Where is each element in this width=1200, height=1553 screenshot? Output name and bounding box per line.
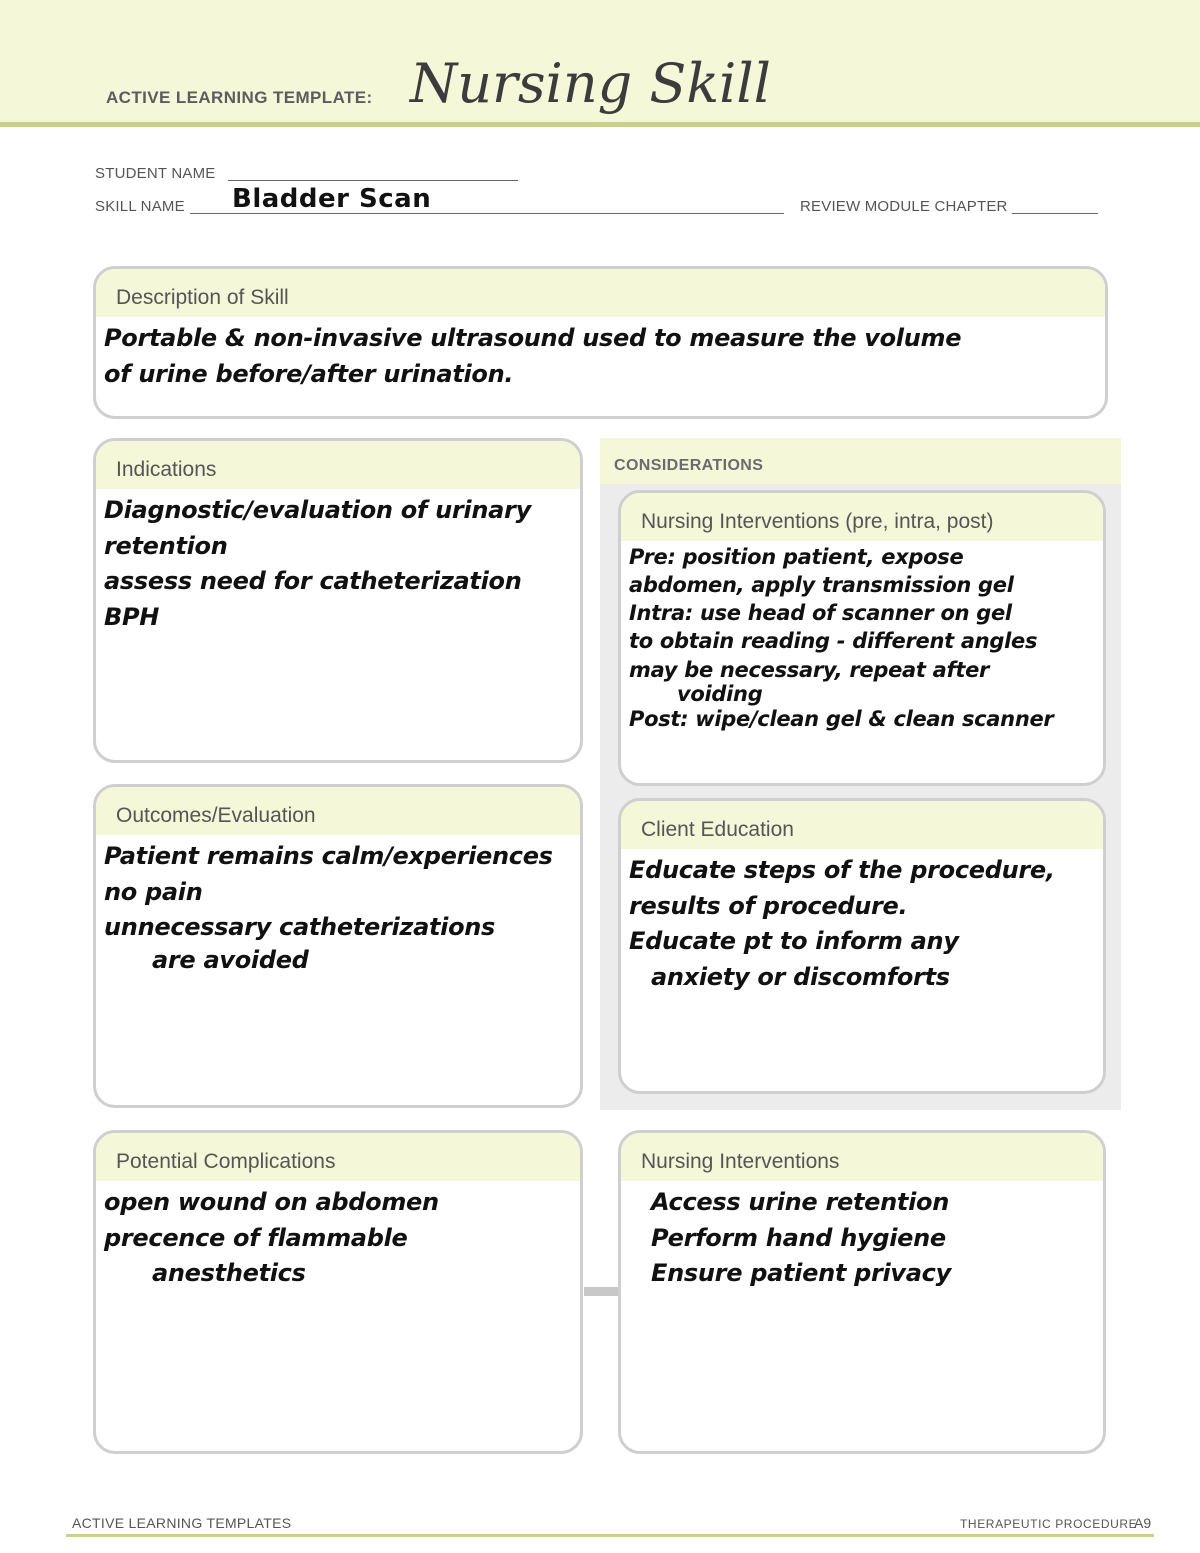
indications-text[interactable] (96, 489, 580, 635)
box-connector (584, 1287, 620, 1296)
client-education-heading: Client Education (621, 801, 1103, 849)
client-education-line: results of procedure. (629, 891, 908, 920)
indications-box (93, 438, 583, 763)
footer-right-label: THERAPEUTIC PROCEDURE (960, 1517, 1138, 1531)
nursing-interventions-box (618, 1130, 1106, 1454)
pre-intra-post-text[interactable] (621, 541, 1103, 733)
outcomes-line: Patient remains calm/experiences (104, 842, 553, 870)
skill-name-value[interactable]: Bladder Scan (232, 184, 432, 214)
pre-intra-post-line: may be necessary, repeat after (629, 657, 990, 682)
pre-intra-post-line: Intra: use head of scanner on gel (629, 601, 1012, 626)
indications-line: BPH (104, 602, 160, 631)
complications-box (93, 1130, 583, 1454)
client-education-box (618, 798, 1106, 1094)
review-module-label: REVIEW MODULE CHAPTER (800, 198, 1008, 215)
complications-heading: Potential Complications (96, 1133, 580, 1181)
review-module-line (1012, 213, 1098, 214)
nursing-interventions-line: Perform hand hygiene (651, 1223, 946, 1252)
skill-name-label: SKILL NAME (95, 198, 185, 215)
footer-rule (66, 1534, 1154, 1537)
template-label: ACTIVE LEARNING TEMPLATE: (106, 88, 373, 107)
considerations-label: CONSIDERATIONS (614, 457, 764, 474)
description-box (93, 266, 1108, 419)
description-line: of urine before/after urination. (104, 359, 514, 388)
student-name-line (228, 180, 518, 181)
nursing-interventions-heading: Nursing Interventions (621, 1133, 1103, 1181)
pre-intra-post-line: to obtain reading - different angles (629, 629, 1038, 654)
description-line: Portable & non-invasive ultrasound used to measure the volume (104, 324, 962, 352)
client-education-text[interactable] (621, 849, 1103, 995)
outcomes-line: no pain (104, 877, 203, 906)
template-title: Nursing Skill (410, 52, 771, 115)
nursing-interventions-text[interactable] (621, 1181, 1103, 1292)
client-education-line: anxiety or discomforts (651, 962, 950, 991)
complications-text[interactable] (96, 1181, 580, 1292)
header-rule (0, 122, 1200, 127)
outcomes-heading: Outcomes/Evaluation (96, 787, 580, 835)
pre-intra-post-box (618, 490, 1106, 786)
complications-line: open wound on abdomen (104, 1188, 439, 1216)
indications-line: retention (104, 531, 228, 560)
indications-line: assess need for catheterization (104, 567, 522, 596)
description-text[interactable] (96, 317, 1105, 392)
nursing-interventions-line: Access urine retention (651, 1188, 949, 1216)
outcomes-text[interactable] (96, 835, 580, 974)
client-education-line: Educate pt to inform any (629, 927, 959, 956)
indications-heading: Indications (96, 441, 580, 489)
outcomes-box (93, 784, 583, 1108)
nursing-interventions-line: Ensure patient privacy (651, 1259, 951, 1288)
complications-line: anesthetics (152, 1259, 306, 1288)
student-name-label: STUDENT NAME (95, 165, 216, 182)
client-education-line: Educate steps of the procedure, (629, 856, 1055, 884)
pre-intra-post-line: Post: wipe/clean gel & clean scanner (629, 706, 1054, 731)
complications-line: precence of flammable (104, 1223, 408, 1252)
indications-line: Diagnostic/evaluation of urinary (104, 496, 531, 524)
description-heading: Description of Skill (96, 269, 1105, 317)
pre-intra-post-line: abdomen, apply transmission gel (629, 573, 1014, 598)
outcomes-line: are avoided (152, 945, 309, 974)
pre-intra-post-line: voiding (677, 681, 763, 706)
outcomes-line: unnecessary catheterizations (104, 913, 496, 942)
page-number: A9 (1134, 1515, 1152, 1531)
pre-intra-post-heading: Nursing Interventions (pre, intra, post) (621, 493, 1103, 541)
footer-left-label: ACTIVE LEARNING TEMPLATES (72, 1515, 292, 1531)
pre-intra-post-line: Pre: position patient, expose (629, 545, 964, 569)
